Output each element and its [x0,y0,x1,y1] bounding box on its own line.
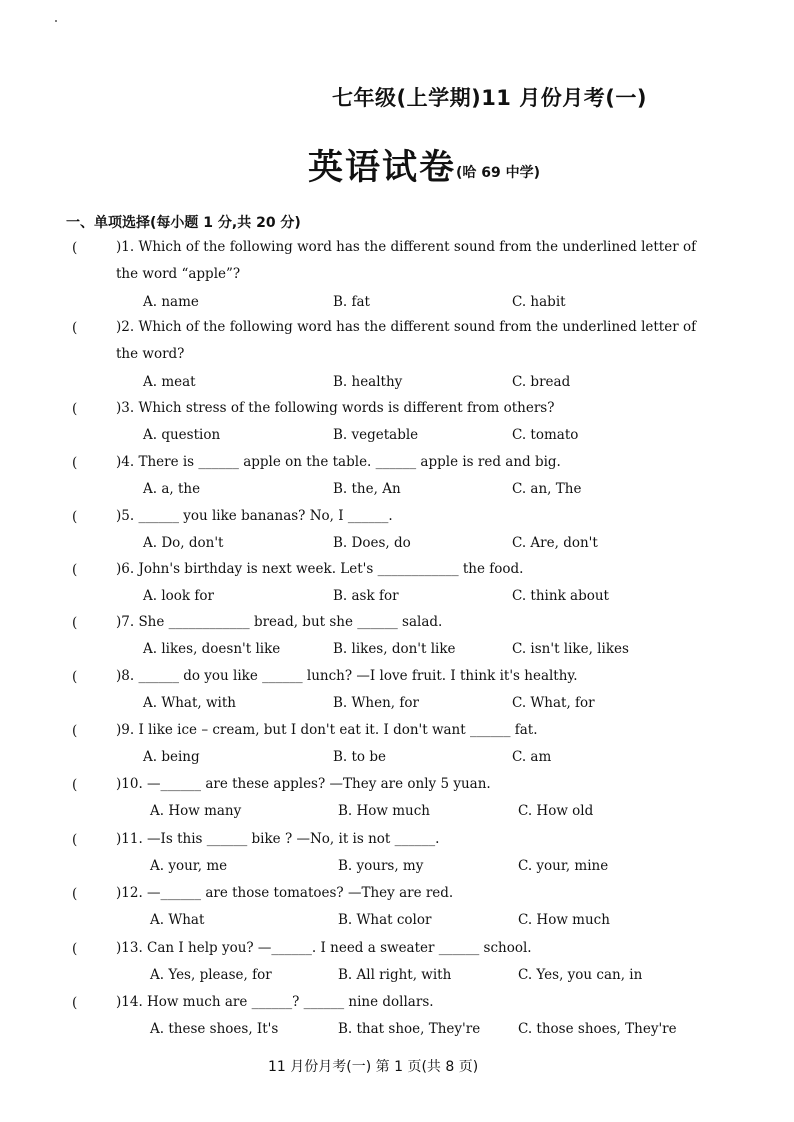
answer-option: A. What, with [143,695,236,711]
answer-blank: ( [72,320,78,336]
answer-blank: ( [72,669,78,685]
answer-option: B. likes, don't like [333,641,456,657]
question-stem: )10. —______ are these apples? —They are only 5 yuan. [116,776,491,792]
answer-option: B. yours, my [338,858,424,874]
answer-option: A. these shoes, It's [150,1021,279,1037]
answer-option: A. likes, doesn't like [143,641,281,657]
answer-option: B. that shoe, They're [338,1021,481,1037]
title-school-note: (哈 69 中学) [456,165,541,181]
answer-blank: ( [72,832,78,848]
answer-option: A. meat [143,374,196,390]
answer-option: C. am [512,749,552,765]
answer-option: A. How many [150,803,242,819]
answer-blank: ( [72,886,78,902]
answer-option: B. Does, do [333,535,411,551]
answer-option: A. What [150,912,205,928]
answer-option: A. your, me [150,858,228,874]
page-footer: 11 月份月考(一) 第 1 页(共 8 页) [268,1059,479,1075]
answer-blank: ( [72,723,78,739]
answer-option: C. Yes, you can, in [518,967,643,983]
answer-blank: ( [72,615,78,631]
answer-option: C. Are, don't [512,535,598,551]
answer-option: B. to be [333,749,386,765]
answer-option: B. fat [333,294,370,310]
question-stem: )12. —______ are those tomatoes? —They are red. [116,885,454,901]
answer-option: A. name [143,294,199,310]
question-stem: )8. ______ do you like ______ lunch? —I love fruit. I think it's healthy. [116,668,578,684]
answer-option: B. How much [338,803,431,819]
answer-option: C. What, for [512,695,595,711]
answer-option: C. your, mine [518,858,609,874]
answer-blank: ( [72,509,78,525]
question-stem: )5. ______ you like bananas? No, I ______. [116,508,393,524]
answer-option: B. What color [338,912,432,928]
question-stem: )13. Can I help you? —______. I need a sweater ______ school. [116,940,532,956]
answer-option: A. question [143,427,221,443]
answer-option: B. the, An [333,481,401,497]
answer-option: B. All right, with [338,967,452,983]
question-stem: )14. How much are ______? ______ nine dollars. [116,994,434,1010]
answer-option: B. vegetable [333,427,419,443]
question-stem: )4. There is ______ apple on the table. ______ apple is red and big. [116,454,561,470]
question-stem: )11. —Is this ______ bike ? —No, it is not ______. [116,831,440,847]
question-stem: )7. She ____________ bread, but she ______ salad. [116,614,443,630]
exam-subtitle: 七年级(上学期)11 月份月考(一) [332,86,647,110]
answer-blank: ( [72,777,78,793]
answer-option: C. think about [512,588,609,604]
answer-option: A. look for [143,588,214,604]
title-main: 英语试卷 [308,148,457,188]
answer-blank: ( [72,941,78,957]
answer-option: C. an, The [512,481,582,497]
answer-option: B. ask for [333,588,399,604]
answer-option: B. When, for [333,695,419,711]
question-stem: )2. Which of the following word has the different sound from the underlined letter of the word? [116,319,697,362]
answer-option: A. being [143,749,200,765]
answer-option: C. habit [512,294,566,310]
answer-option: A. Do, don't [143,535,224,551]
answer-blank: ( [72,240,78,256]
answer-option: A. a, the [143,481,201,497]
answer-blank: ( [72,401,78,417]
question-stem: )9. I like ice – cream, but I don't eat it. I don't want ______ fat. [116,722,538,738]
answer-option: B. healthy [333,374,403,390]
answer-option: C. isn't like, likes [512,641,629,657]
scan-dot [55,20,57,22]
answer-option: C. How old [518,803,594,819]
answer-blank: ( [72,455,78,471]
answer-option: C. How much [518,912,610,928]
answer-option: A. Yes, please, for [150,967,272,983]
answer-blank: ( [72,995,78,1011]
answer-blank: ( [72,562,78,578]
question-stem: )3. Which stress of the following words is different from others? [116,400,555,416]
answer-option: C. bread [512,374,571,390]
exam-title [308,140,540,190]
answer-option: C. those shoes, They're [518,1021,677,1037]
question-stem: )6. John's birthday is next week. Let's ____________ the food. [116,561,524,577]
section-heading: 一、单项选择(每小题 1 分,共 20 分) [66,215,301,231]
question-stem: )1. Which of the following word has the different sound from the underlined letter of the word “apple”? [116,239,697,282]
answer-option: C. tomato [512,427,579,443]
